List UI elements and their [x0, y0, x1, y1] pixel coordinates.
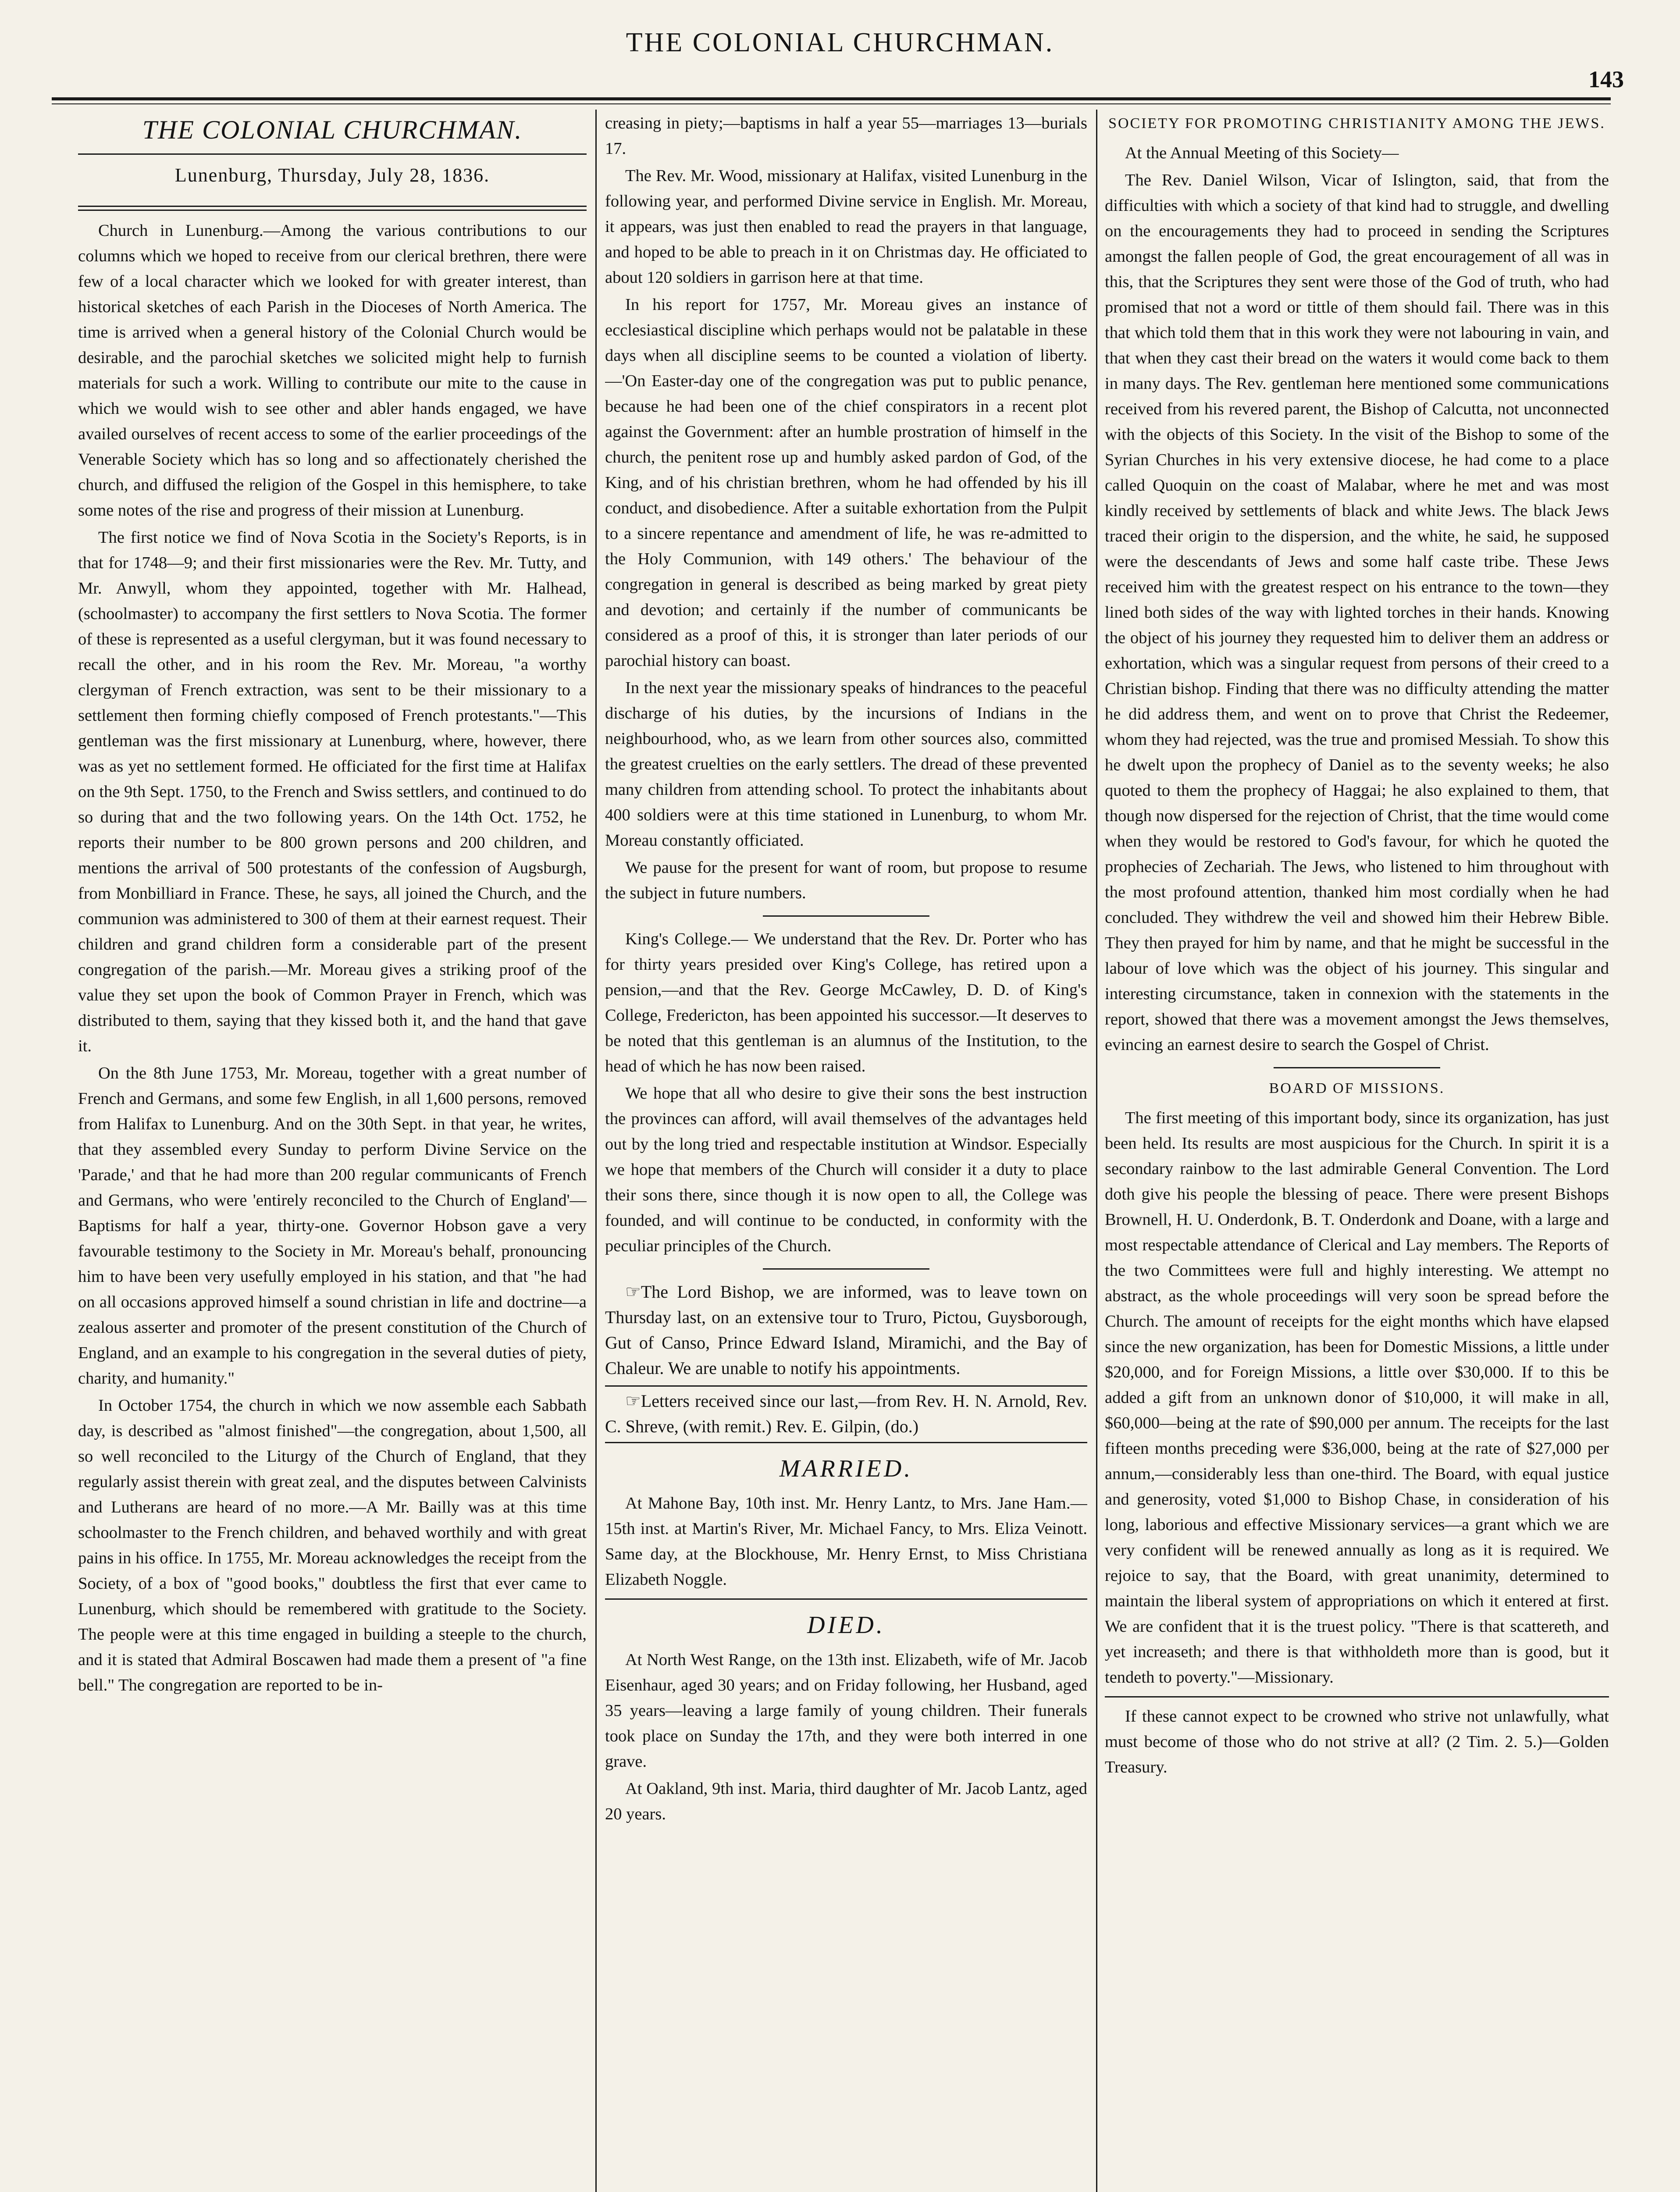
- board-missions-heading: BOARD OF MISSIONS.: [1269, 1080, 1445, 1096]
- died-notice-1: At North West Range, on the 13th inst. Elizabeth, wife of Mr. Jacob Eisenhaur, aged 30 years; and on Friday following, her Husband, aged 35 years—leaving a large family of young children. Their funerals took place on Sunday the 17th, and they were both interred in one grave.: [605, 1651, 1087, 1771]
- section-rule: [1105, 1696, 1609, 1697]
- married-notices: At Mahone Bay, 10th inst. Mr. Henry Lantz, to Mrs. Jane Ham.—15th inst. at Martin's River, Mr. Michael Fancy, to Mrs. Eliza Veinott. Same day, at the Blockhouse, Mr. Henry Ernst, to Miss Christiana Elizabeth Noggle.: [605, 1494, 1087, 1589]
- died-heading: DIED.: [807, 1612, 885, 1639]
- article-lunenburg-p1: Church in Lunenburg.—Among the various contributions to our columns which we hoped to receive from our clerical brethren, there were few of a local character which we looked for with greater interest, than historical sketches of each Parish in the Dioceses of North America. The time is arrived when a general history of the Colonial Church would be desirable, and the parochial sketches we solicited might help to furnish materials for such a work. Willing to contribute our mite to the cause in which we would wish to see other and abler hands engaged, we have availed ourselves of recent access to some of the earlier proceedings of the Venerable Society which has so long and so affectionately cherished the church, and diffused the religion of the Gospel in this hemisphere, to take some notes of the rise and progress of their mission at Lunenburg.: [78, 221, 587, 520]
- page-number: 143: [1588, 66, 1624, 93]
- letters-received-box: [605, 1385, 1087, 1443]
- married-heading: MARRIED.: [779, 1455, 913, 1482]
- column-3: [1105, 110, 1609, 2192]
- article-lunenburg-p9: We pause for the present for want of room, but propose to resume the subject in future numbers.: [605, 858, 1087, 902]
- article-lunenburg-p5: creasing in piety;—baptisms in half a year 55—marriages 13—burials 17.: [605, 114, 1087, 158]
- column-divider-2: [1096, 110, 1097, 2192]
- article-lunenburg-p3: On the 8th June 1753, Mr. Moreau, together with a great number of French and Germans, and some few English, in all 1,600 persons, removed from Halifax to Lunenburg. And on the 30th Sept. in that year, he writes, that they assembled every Sunday to perform Divine Service on the 'Parade,' and that he had more than 200 regular communicants of French and Germans, who were 'entirely reconciled to the Church of England'—Baptisms for half a year, thirty-one. Governor Hobson gave a very favourable testimony to the Society in Mr. Moreau's behalf, pronouncing him to have been very usefully employed in his station, and that "he had on all occasions approved himself a sound christian in life and doctrine—a zealous asserter and promoter of the present constitution of the Church of England, and an example to his congregation in the several duties of piety, charity, and humanity.": [78, 1064, 587, 1388]
- article-lunenburg-p4: In October 1754, the church in which we now assemble each Sabbath day, is described as "almost finished"—the congregation, about 1,500, all so well reconciled to the Liturgy of the Church of England, that they regularly assist therein with great zeal, and the disputes between Calvinists and Lutherans are heard of no more.—A Mr. Bailly was at this time schoolmaster to the French children, and behaved worthily and with great pains in his office. In 1755, Mr. Moreau acknowledges the receipt from the Society, of a box of "good books," doubtless the first that ever came to Lunenburg, which should be remembered with gratitude to the Society. The people were at this time engaged in building a steeple to the church, and it is stated that Admiral Boscawen had made them a present of "a fine bell." The congregation are reported to be in-: [78, 1396, 587, 1694]
- column-2: [605, 110, 1087, 2192]
- article-lunenburg-p6: The Rev. Mr. Wood, missionary at Halifax, visited Lunenburg in the following year, and performed Divine service in English. Mr. Moreau, it appears, was just then enabled to read the prayers in that language, and hoped to be able to preach in it on Christmas day. He officiated to about 120 soldiers in garrison here at that time.: [605, 167, 1087, 287]
- top-rule: [52, 97, 1611, 100]
- column-1: [78, 110, 587, 2192]
- board-missions-body: The first meeting of this important body, since its organization, has just been held. Its results are most auspicious for the Church. In spirit it is a secondary rainbow to the last admirable General Convention. The Lord doth give his people the blessing of peace. There were present Bishops Brownell, H. U. Onderdonk, B. T. Onderdonk and Doane, with a large and most respectable attendance of Clerical and Lay members. The Reports of the two Committees were full and highly interesting. We attempt no abstract, as the whole proceedings will very soon be spread before the Church. The amount of receipts for the eight months which have elapsed since the new organization, has been for Domestic Missions, a little under $20,000, and for Foreign Missions, a little over $30,000. If to this be added a gift from an unknown donor of $10,000, it will make in all, $60,000—being at the rate of $90,000 per annum. The receipts for the last fifteen months preceding were $36,000, being at the rate of $27,000 per annum,—considerably less than one-third. The Board, with equal justice and generosity, voted $1,000 to Bishop Chase, in consideration of his long, laborious and effective Missionary services—a grant which we are very confident will be renewed annually as long as it is required. We rejoice to say, that the Board, with great unanimity, determined to maintain the liberal system of appropriations on which it entered at first. We are confident that it is the truest policy. "There is that scattereth, and yet increaseth; and there is that withholdeth more than is good, but it tendeth to poverty."—Missionary.: [1105, 1109, 1609, 1687]
- kings-college-p2: We hope that all who desire to give their sons the best instruction the provinces can afford, will avail themselves of the advantages held out by the long tried and respectable institution at Windsor. Especially we hope that members of the Church will consider it a duty to place their sons there, since though it is now open to all, the College was founded, and will continue to be conducted, in conformity with the peculiar principles of the Church.: [605, 1084, 1087, 1255]
- kings-college-p1: King's College.— We understand that the Rev. Dr. Porter who has for thirty years presided over King's College, has retired upon a pension,—and that the Rev. George McCawley, D. D. of King's College, Fredericton, has been appointed his successor.—It deserves to be noted that this gentleman is an alumnus of the Institution, to the head of which he has now been raised.: [605, 930, 1087, 1075]
- section-rule: [763, 915, 929, 917]
- masthead: THE COLONIAL CHURCHMAN.: [142, 115, 523, 144]
- society-jews-heading: SOCIETY FOR PROMOTING CHRISTIANITY AMONG THE JEWS.: [1108, 115, 1605, 132]
- bishop-tour-notice: ☞The Lord Bishop, we are informed, was to leave town on Thursday last, on an extensive tour to Truro, Pictou, Guysborough, Gut of Canso, Prince Edward Island, Miramichi, and the Bay of Chaleur. We are unable to notify his appointments.: [605, 1282, 1087, 1378]
- dateline-rule: [78, 206, 587, 211]
- top-rule-thin: [52, 103, 1611, 104]
- golden-treasury-quote: If these cannot expect to be crowned who strive not unlawfully, what must become of those who do not strive at all? (2 Tim. 2. 5.)—Golden Treasury.: [1105, 1707, 1609, 1776]
- society-jews-body: The Rev. Daniel Wilson, Vicar of Islington, said, that from the difficulties with which a society of that kind had to struggle, and dwelling on the encouragements they had to proceed in sending the Scriptures amongst the fallen people of God, the great encouragement of all was in this, that the Scriptures they sent were those of the God of truth, who had promised that not a word or tittle of them should fail. There was in this that which told them that in this work they were not labouring in vain, and that when they cast their bread on the waters it would come back to them in many days. The Rev. gentleman here mentioned some communications received from his revered parent, the Bishop of Calcutta, not unconnected with the objects of this Society. In the visit of the Bishop to some of the Syrian Churches in his very extensive diocese, he had come to a place called Quoquin on the coast of Malabar, where he met and was most kindly received by settlements of black and white Jews. The black Jews traced their origin to the dispersion, and the white, he said, he supposed were the descendants of Jews and some half caste tribe. These Jews received him with the greatest respect on his entrance to the town—they lined both sides of the way with lighted torches in their hands. Knowing the object of his journey they requested him to deliver them an address or exhortation, which was a singular request from persons of their creed to a Christian bishop. Finding that there was no difficulty attending the matter he did address them, and went on to prove that Christ the Redeemer, whom they had rejected, was the true and promised Messiah. To show this he dwelt upon the prophecy of Daniel as to the seventy weeks; he also quoted to them the prophecy of Haggai; he also explained to them, that though now dispersed for the rejection of Christ, that the time would come when they would be restored to God's favour, for which he quoted the prophecies of Zechariah. The Jews, who listened to him throughout with the most profound attention, thanked him most cordially when he had concluded. They withdrew the veil and showed him their Hebrew Bible. They then prayed for him by name, and that he might be successful in the labour of love which was the object of his journey. This singular and interesting circumstance, taken in connexion with the statements in the report, showed that there was a movement amongst the Jews themselves, evincing an earnest desire to search the Gospel of Christ.: [1105, 171, 1609, 1054]
- died-notice-2: At Oakland, 9th inst. Maria, third daughter of Mr. Jacob Lantz, aged 20 years.: [605, 1779, 1087, 1823]
- column-divider-1: [595, 110, 597, 2192]
- running-title: THE COLONIAL CHURCHMAN.: [626, 28, 1054, 57]
- section-rule: [1274, 1067, 1440, 1068]
- letters-received-notice: ☞Letters received since our last,—from Rev. H. N. Arnold, Rev. C. Shreve, (with remit.) Rev. E. Gilpin, (do.): [605, 1391, 1087, 1436]
- article-lunenburg-p7: In his report for 1757, Mr. Moreau gives an instance of ecclesiastical discipline which perhaps would not be palatable in these days when all discipline seems to be counted a violation of liberty.—'On Easter-day one of the congregation was put to public penance, because he had been one of the chief conspirators in a recent plot against the Government: after an humble prostration of himself in the church, the penitent rose up and humbly asked pardon of God, of the King, and of his christian brethren, whom he had offended by his ill conduct, and disobedience. After a suitable exhortation from the Pulpit to a sincere repentance and amendment of life, he was re-admitted to the Holy Communion, with 149 others.' The behaviour of the congregation in general is described as being marked by great piety and devotion; and certainly if the number of communicants be considered as a proof of this, it is stronger than later periods of our parochial history can boast.: [605, 295, 1087, 670]
- section-rule: [605, 1598, 1087, 1600]
- article-lunenburg-p8: In the next year the missionary speaks of hindrances to the peaceful discharge of his duties, by the incursions of Indians in the neighbourhood, who, as we learn from other sources also, committed the greatest cruelties on the early settlers. The dread of these prevented many children from attending school. To protect the inhabitants about 400 soldiers were at this time stationed in Lunenburg, to whom Mr. Moreau constantly officiated.: [605, 679, 1087, 850]
- dateline: Lunenburg, Thursday, July 28, 1836.: [174, 164, 490, 186]
- society-jews-intro: At the Annual Meeting of this Society—: [1125, 144, 1399, 162]
- article-lunenburg-p2: The first notice we find of Nova Scotia in the Society's Reports, is in that for 1748—9; and their first missionaries were the Rev. Mr. Tutty, and Mr. Anwyll, whom they appointed, together with Mr. Halhead, (schoolmaster) to accompany the first settlers to Nova Scotia. The former of these is represented as a useful clergyman, but it was found necessary to recall the other, and in his room the Rev. Mr. Moreau, "a worthy clergyman of French extraction, was sent to be their missionary to a settlement then forming chiefly composed of French protestants."—This gentleman was the first missionary at Lunenburg, where, however, there was as yet no settlement formed. He officiated for the first time at Halifax on the 9th Sept. 1750, to the French and Swiss settlers, and continued to do so during that and the two following years. On the 14th Oct. 1752, he reports their number to be 800 grown persons and 200 children, and mentions the arrival of 500 protestants of the confession of Augsburgh, from Monbilliard in France. These, he says, all joined the Church, and the communion was administered to 300 of them at their earnest request. Their children and grand children form a considerable part of the present congregation of the parish.—Mr. Moreau gives a striking proof of the value they set upon the book of Common Prayer in French, which was distributed to them, saying that they kissed both it, and the hand that gave it.: [78, 528, 587, 1055]
- section-rule: [763, 1268, 929, 1270]
- masthead-rule: [78, 153, 587, 155]
